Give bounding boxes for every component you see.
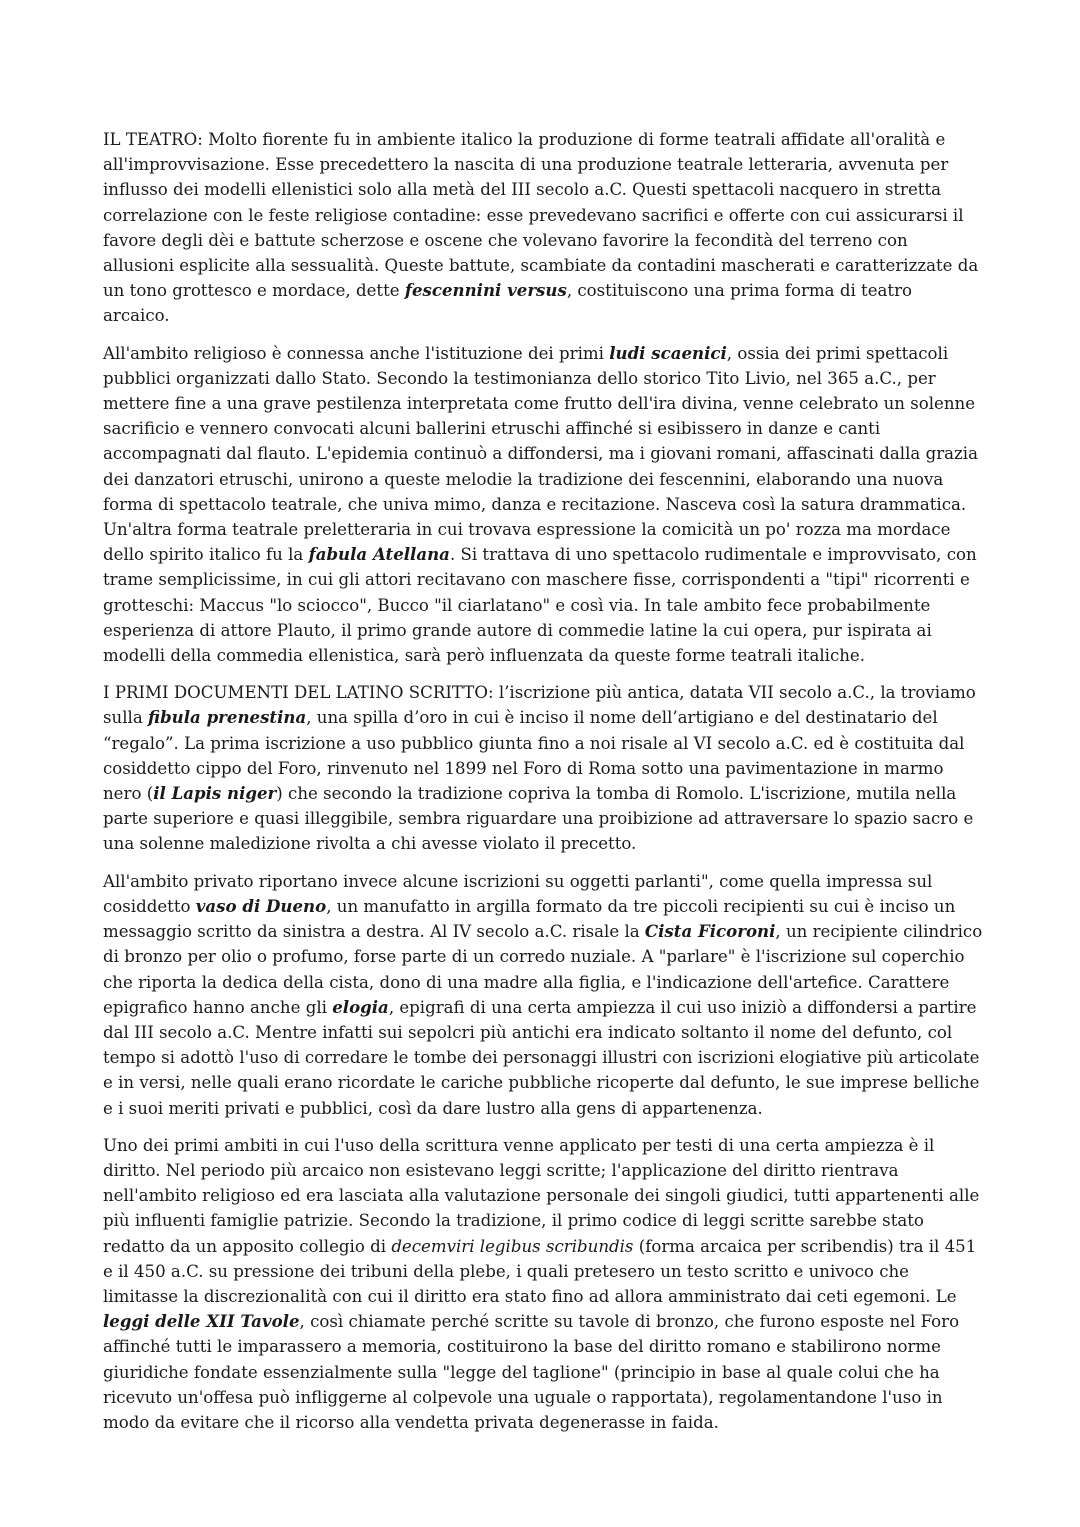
text-segment: , una spilla d’oro in cui è inciso il nome dell’artigiano e del destinatario del “regalo”. La prima iscrizione a uso pubblico giunta fino a noi risale al VI secolo a.C. ed è costituita dal cosiddetto cippo del Foro, rinvenuto nel 1899 nel Foro di Roma sotto una pavimentazione in marmo nero ( bbox=[103, 708, 970, 804]
text-segment: All'ambito privato riportano invece alcune iscrizioni su oggetti parlanti", come quella impressa sul cosiddetto bbox=[103, 871, 938, 916]
paragraph-primi-documenti bbox=[103, 680, 983, 856]
term-lapis-niger: il Lapis niger bbox=[153, 783, 277, 804]
text-segment: All'ambito religioso è connessa anche l'istituzione dei primi bbox=[103, 343, 610, 363]
term-vaso-di-dueno: vaso di Dueno bbox=[195, 895, 327, 916]
text-segment: , epigrafi di una certa ampiezza il cui uso iniziò a diffondersi a partire dal III secolo a.C. Mentre infatti sui sepolcri più antichi era indicato soltanto il nome del defunto, col tempo si adottò l'uso di corredare le tombe dei personaggi illustri con iscrizioni elogiative più articolate e in versi, nelle quali erano ricordate le cariche pubbliche ricoperte dal defunto, le sue imprese belliche e i suoi meriti privati e pubblici, così da dare lustro alla gens di appartenenza. bbox=[103, 997, 985, 1118]
text-segment: IL TEATRO: Molto fiorente fu in ambiente italico la produzione di forme teatrali affidate all'oralità e all'improvvisazione. Esse precedettero la nascita di una produzione teatrale letteraria, avvenuta per influsso dei modelli ellenistici solo alla metà del III secolo a.C. Questi spettacoli nacquero in stretta correlazione con le feste religiose contadine: esse prevedevano sacrifici e offerte con cui assicurarsi il favore degli dèi e battute scherzose e oscene che volevano favorire la fecondità del terreno con allusioni esplicite alla sessualità. Queste battute, scambiate da contadini mascherati e caratterizzate da un tono grottesco e mordace, dette bbox=[103, 130, 984, 301]
text-segment: Uno dei primi ambiti in cui l'uso della scrittura venne applicato per testi di una certa ampiezza è il diritto. Nel periodo più arcaico non esistevano leggi scritte; l'applicazione del diritto rientrava nell'ambito religioso ed era lasciata alla valutazione personale dei singoli giudici, tutti appartenenti alle più influenti famiglie patrizie. Secondo la tradizione, il primo codice di leggi scritte sarebbe stato redatto da un apposito collegio di bbox=[103, 1135, 985, 1256]
text-segment: . Si trattava di uno spettacolo rudimentale e improvvisato, con trame semplicissime, in cui gli attori recitavano con maschere fisse, corrispondenti a "tipi" ricorrenti e grotteschi: Maccus "lo sciocco", Bucco "il ciarlatano" e così via. In tale ambito fece probabilmente esperienza di attore Plauto, il primo grande autore di commedie latine la cui opera, pur ispirata ai modelli della commedia ellenistica, sarà però influenzata da queste forme teatrali italiche. bbox=[103, 545, 982, 666]
term-fibula-prenestina: fibula prenestina bbox=[148, 707, 307, 728]
text-segment: , costituiscono una prima forma di teatro arcaico. bbox=[103, 281, 918, 326]
paragraph-diritto bbox=[103, 1133, 983, 1435]
term-elogia: elogia bbox=[332, 996, 389, 1017]
term-decemviri: decemviri legibus scribundis bbox=[391, 1236, 634, 1256]
text-segment: I PRIMI DOCUMENTI DEL LATINO SCRITTO: l’iscrizione più antica, datata VII secolo a.C., la troviamo sulla bbox=[103, 683, 981, 728]
text-segment: , ossia dei primi spettacoli pubblici organizzati dallo Stato. Secondo la testimonianza dello storico Tito Livio, nel 365 a.C., per mettere fine a una grave pestilenza interpretata come frutto dell'ira divina, venne celebrato un solenne sacrificio e vennero convocati alcuni ballerini etruschi affinché si esibissero in danze e canti accompagnati dal flauto. L'epidemia continuò a diffondersi, ma i giovani romani, affascinati dalla grazia dei danzatori etruschi, unirono a queste melodie la tradizione dei fescennini, elaborando una nuova forma di spettacolo teatrale, che univa mimo, danza e recitazione. Nasceva così la satura drammatica. Un'altra forma teatrale preletteraria in cui trovava espressione la comicità un po' rozza ma mordace dello spirito italico fu la bbox=[103, 343, 984, 565]
paragraph-ludi-scaenici bbox=[103, 341, 983, 669]
text-segment: ) che secondo la tradizione copriva la tomba di Romolo. L'iscrizione, mutila nella parte superiore e quasi illeggibile, sembra riguardare una proibizione ad attraversare lo spazio sacro e una solenne maledizione rivolta a chi avesse violato il precetto. bbox=[103, 784, 979, 854]
text-segment: (forma arcaica per scribendis) tra il 451 e il 450 a.C. su pressione dei tribuni della plebe, i quali pretesero un testo scritto e univoco che limitasse la discrezionalità con cui il diritto era stato fino ad allora amministrato dai ceti egemoni. Le bbox=[103, 1236, 982, 1306]
document-page bbox=[103, 127, 988, 1447]
term-leggi-xii-tavole: leggi delle XII Tavole bbox=[103, 1311, 300, 1332]
term-fabula-atellana: fabula Atellana bbox=[308, 544, 450, 565]
paragraph-ambito-privato bbox=[103, 869, 988, 1121]
text-segment: , un recipiente cilindrico di bronzo per olio o profumo, forse parte di un corredo nuziale. A "parlare" è l'iscrizione sul coperchio che riporta la dedica della cista, dono di una madre alla figlia, e l'indicazione dell'artefice. Carattere epigrafico hanno anche gli bbox=[103, 922, 988, 1017]
term-fescennini-versus: fescennini versus bbox=[404, 280, 567, 301]
text-segment: , così chiamate perché scritte su tavole di bronzo, che furono esposte nel Foro affinché tutti le imparassero a memoria, costituirono la base del diritto romano e stabilirono norme giuridiche fondate essenzialmente sulla "legge del taglione" (principio in base al quale colui che ha ricevuto un'offesa può infliggerne al colpevole una uguale o rapportata), regolamentandone l'uso in modo da evitare che il ricorso alla vendetta privata degenerasse in faida. bbox=[103, 1312, 965, 1432]
term-ludi-scaenici: ludi scaenici bbox=[609, 342, 727, 363]
paragraph-teatro bbox=[103, 127, 983, 329]
term-cista-ficoroni: Cista Ficoroni bbox=[644, 921, 776, 942]
text-segment: , un manufatto in argilla formato da tre piccoli recipienti su cui è inciso un messaggio scritto da sinistra a destra. Al IV secolo a.C. risale la bbox=[103, 896, 961, 942]
